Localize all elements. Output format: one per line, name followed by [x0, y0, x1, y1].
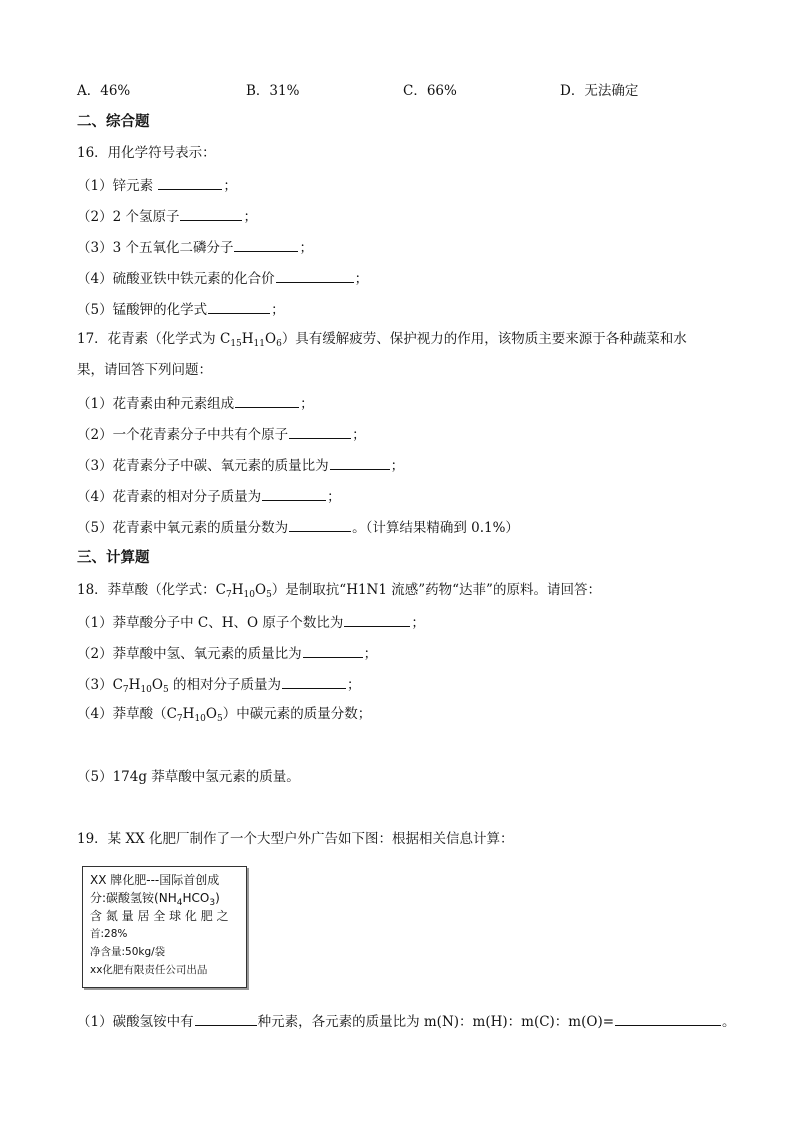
item-end: ；: [223, 178, 237, 194]
answer-blank[interactable]: [158, 175, 222, 190]
advertisement-box: [82, 866, 247, 988]
item-text: （1）碳酸氢铵中有: [77, 1014, 194, 1030]
item-end: ；: [271, 302, 285, 318]
q18-item-1: [77, 612, 425, 632]
stem-text: 17．花青素（化学式为 C: [77, 331, 231, 347]
subscript: 10: [140, 685, 152, 695]
item-text: （4）花青素的相对分子质量为: [77, 489, 262, 505]
stem-text: ）具有缓解疲劳、保护视力的作用，该物质主要来源于各种蔬菜和水: [281, 331, 687, 347]
q18-stem: [77, 581, 601, 599]
formula-h: H: [241, 331, 254, 347]
answer-blank[interactable]: [615, 1011, 721, 1026]
item-end: ；: [243, 209, 257, 225]
item-text: （5）花青素中氧元素的质量分数为: [77, 520, 289, 536]
item-text: （3）C: [77, 677, 123, 693]
answer-blank[interactable]: [289, 424, 351, 439]
subscript: 7: [226, 590, 232, 600]
q17-item-4: [77, 486, 341, 506]
ad-text: ): [215, 891, 220, 905]
option-c: C．66%: [403, 83, 457, 99]
item-text: ）中碳元素的质量分数；: [222, 706, 372, 722]
item-end: ；: [390, 458, 405, 474]
item-text: 的相对分子质量为: [168, 677, 281, 693]
option-d: D．无法确定: [560, 83, 639, 99]
q17-item-3: [77, 455, 404, 475]
q16-stem: 16．用化学符号表示：: [77, 145, 216, 161]
item-end: ；: [347, 677, 361, 693]
item-end: 。（计算结果精确到 0.1%）: [352, 520, 519, 536]
ad-text: HCO: [182, 891, 210, 905]
q16-item-5: [77, 299, 285, 319]
section-heading-2: 二、综合题: [77, 113, 150, 130]
ad-text: 分:碳酸氢铵(NH: [90, 891, 177, 905]
q18-item-3: [77, 674, 361, 694]
item-end: 。: [722, 1014, 736, 1030]
subscript: 15: [230, 339, 242, 349]
q17-item-5: [77, 517, 519, 537]
option-a: A．46%: [77, 83, 131, 99]
q17-stem-line2: 果，请回答下列问题：: [77, 362, 212, 378]
formula-h: H: [128, 677, 141, 693]
subscript: 11: [253, 339, 265, 349]
answer-blank[interactable]: [289, 517, 351, 532]
formula-o: O: [151, 677, 163, 693]
formula-o: O: [205, 706, 217, 722]
item-end: ；: [411, 615, 425, 631]
subscript: 5: [162, 685, 169, 695]
ad-line-1: XX 牌化肥---国际首创成: [90, 873, 220, 887]
stem-text: ）是制取抗“H1N1 流感”药物“达菲”的原料。请回答：: [271, 582, 601, 598]
subscript: 7: [122, 685, 129, 695]
subscript: 5: [216, 714, 223, 724]
item-text: 种元素，各元素的质量比为 m(N)：m(H)：m(C)：m(O)=: [257, 1014, 615, 1030]
q17-item-2: [77, 424, 366, 444]
item-text: （1）莽草酸分子中 C、H、O 原子个数比为: [77, 615, 344, 631]
item-text: （3）3 个五氧化二磷分子: [77, 240, 234, 256]
subscript: 6: [276, 339, 282, 349]
q16-item-2: [77, 206, 257, 226]
answer-blank[interactable]: [195, 1011, 257, 1026]
answer-blank[interactable]: [276, 268, 354, 283]
subscript: 10: [243, 590, 255, 600]
ad-line-2: [90, 889, 246, 907]
q17-stem: [77, 330, 687, 348]
ad-line-4: 首:28%: [90, 928, 128, 940]
item-text: （2）一个花青素分子中共有个原子: [77, 427, 289, 443]
item-end: ；: [352, 427, 366, 443]
item-end: ；: [299, 240, 313, 256]
answer-blank[interactable]: [234, 237, 298, 252]
q16-item-3: [77, 237, 313, 257]
subscript: 3: [209, 898, 216, 908]
ad-line-6: xx化肥有限责任公司出品: [90, 964, 208, 976]
q19-stem: 19．某 XX 化肥厂制作了一个大型户外广告如下图：根据相关信息计算：: [77, 831, 514, 847]
formula-o: O: [265, 331, 277, 347]
ad-line-3: 含 氮 量 居 全 球 化 肥 之: [90, 909, 229, 923]
formula-h: H: [182, 706, 195, 722]
answer-blank[interactable]: [235, 393, 299, 408]
subscript: 10: [194, 714, 206, 724]
item-text: （5）锰酸钾的化学式: [77, 302, 208, 318]
ad-line-5: 净含量:50kg/袋: [90, 946, 166, 958]
answer-blank[interactable]: [180, 206, 242, 221]
q18-item-2: [77, 643, 377, 663]
formula-o: O: [254, 582, 267, 598]
formula-h: H: [231, 582, 244, 598]
answer-blank[interactable]: [330, 455, 390, 470]
item-end: ；: [327, 489, 341, 505]
answer-blank[interactable]: [282, 674, 346, 689]
item-end: ；: [363, 646, 378, 662]
answer-blank[interactable]: [303, 643, 363, 658]
subscript: 5: [266, 590, 272, 600]
item-text: （3）花青素分子中碳、氧元素的质量比为: [77, 458, 329, 474]
item-text: （4）莽草酸（C: [77, 706, 177, 722]
q17-item-1: [77, 393, 314, 413]
q18-item-4: [77, 705, 371, 723]
item-text: （2）2 个氢原子: [77, 209, 180, 225]
item-text: （1）花青素由种元素组成: [77, 396, 235, 412]
item-end: ；: [354, 271, 369, 287]
item-text: （1）锌元素: [77, 178, 158, 194]
item-text: （2）莽草酸中氢、氧元素的质量比为: [77, 646, 302, 662]
answer-blank[interactable]: [208, 299, 270, 314]
section-heading-3: 三、计算题: [77, 549, 150, 566]
q16-item-1: [77, 175, 237, 195]
option-b: B．31%: [246, 83, 300, 99]
item-end: ；: [300, 396, 314, 412]
subscript: 4: [176, 898, 183, 908]
answer-blank[interactable]: [344, 612, 410, 627]
item-text: （4）硫酸亚铁中铁元素的化合价: [77, 271, 275, 287]
subscript: 7: [176, 714, 183, 724]
answer-blank[interactable]: [262, 486, 326, 501]
stem-text: 18．莽草酸（化学式：C: [77, 582, 227, 598]
q16-item-4: [77, 268, 368, 288]
q19-item-1: [77, 1011, 736, 1031]
q18-item-5: （5）174g 莽草酸中氢元素的质量。: [77, 769, 300, 785]
